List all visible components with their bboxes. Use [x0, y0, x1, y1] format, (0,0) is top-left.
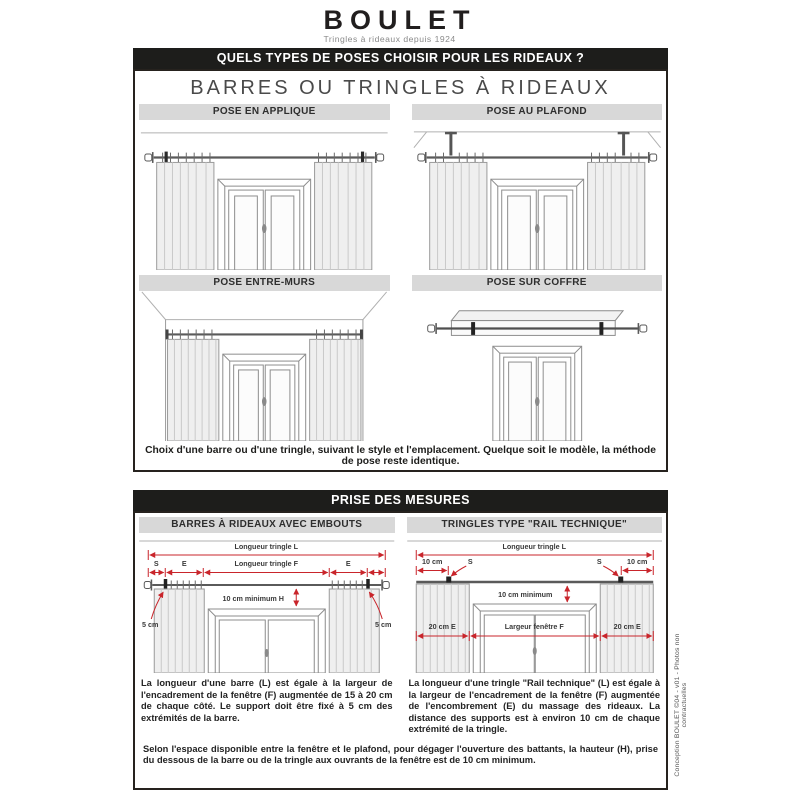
window-curtain-plafond-illustration — [412, 120, 663, 270]
panel-pose-en-applique — [139, 104, 390, 270]
measure-header-rail: TRINGLES TYPE "RAIL TECHNIQUE" — [407, 517, 663, 533]
brand-logo — [0, 6, 800, 47]
dim-label-5cm-left: 5 cm — [142, 620, 159, 629]
panel-header-plafond: POSE AU PLAFOND — [412, 104, 663, 120]
paragraph-rail: La longueur d'une tringle "Rail technique" (L) est égale à la largeur de l'encadrement de la fenêtre (F) augmentée de l'encombrement (E) du massage des rideaux. La distance des supports est à environ 10 cm de chaque extrémité de la tringle. — [408, 678, 660, 734]
panel-pose-au-plafond — [412, 104, 663, 270]
section2-box — [133, 511, 668, 790]
dim-label-s-left: S — [467, 557, 473, 566]
brand-logo-inner — [324, 6, 477, 44]
brand-tagline: Tringles à rideaux depuis 1924 — [323, 34, 456, 44]
dim-label-h-min: 10 cm minimum H — [222, 594, 285, 603]
measure-col-barres — [139, 517, 395, 736]
measure-diagram-rail — [407, 533, 663, 673]
window-coffre-illustration — [412, 291, 663, 441]
dim-label-longueur-l: Longueur tringle L — [234, 542, 298, 551]
dim-label-largeur-f: Largeur fenêtre F — [504, 622, 564, 631]
section1-caption: Choix d'une barre ou d'une tringle, suivant le style et l'emplacement. Quelque soit le modèle, la méthode de pose reste identique. — [145, 445, 656, 467]
window-curtain-applique-illustration — [139, 120, 390, 270]
dim-label-longueur-l: Longueur tringle L — [502, 542, 566, 551]
dim-label-20cm-right: 20 cm E — [613, 622, 641, 631]
measure-grid — [135, 513, 666, 736]
dim-label-e-left: E — [181, 559, 187, 568]
measure-col-rail — [407, 517, 663, 736]
dim-label-10cm-left: 10 cm — [421, 557, 442, 566]
dim-label-s-right: S — [596, 557, 602, 566]
dim-label-20cm-left: 20 cm E — [428, 622, 456, 631]
brand-name: BOULET — [323, 5, 477, 35]
measure-diagram-barres — [139, 533, 395, 673]
panel-pose-sur-coffre — [412, 275, 663, 441]
section-prise-des-mesures — [133, 490, 668, 790]
panel-pose-entre-murs — [139, 275, 390, 441]
measure-header-barres: BARRES À RIDEAUX AVEC EMBOUTS — [139, 517, 395, 533]
section-pose-types — [133, 48, 668, 472]
bottom-note: Selon l'espace disponible entre la fenêtre et le plafond, pour dégager l'ouverture des battants, la hauteur (H), prise du dessous de la barre ou de la tringle aux ouvrants de la fenêtre est de 10 cm minimum. — [143, 743, 658, 765]
section2-banner: PRISE DES MESURES — [133, 490, 668, 511]
section1-banner: QUELS TYPES DE POSES CHOISIR POUR LES RIDEAUX ? — [133, 48, 668, 69]
credits-note: Conception BOULET ©04 - v01 - Photos non contractuelles — [674, 633, 688, 777]
dim-label-5cm-right: 5 cm — [375, 620, 392, 629]
dim-label-longueur-f: Longueur tringle F — [234, 559, 298, 568]
window-curtain-entre-murs-illustration — [139, 291, 390, 441]
paragraph-barres: La longueur d'une barre (L) est égale à la largeur de l'encadrement de la fenêtre (F) augmentée de 15 à 20 cm de chaque côté. Le support doit être fixé à 5 cm des extrémités de la barre. — [141, 678, 393, 723]
section1-box — [133, 69, 668, 472]
section1-title: BARRES OU TRINGLES À RIDEAUX — [190, 77, 611, 99]
pose-panels-grid — [135, 104, 666, 441]
dim-label-10cm-right: 10 cm — [626, 557, 647, 566]
panel-header-applique: POSE EN APPLIQUE — [139, 104, 390, 120]
dim-label-s: S — [153, 559, 159, 568]
dim-label-10cm-min: 10 cm minimum — [497, 590, 552, 599]
panel-header-entre-murs: POSE ENTRE-MURS — [139, 275, 390, 291]
panel-header-coffre: POSE SUR COFFRE — [412, 275, 663, 291]
dim-label-e-right: E — [345, 559, 351, 568]
